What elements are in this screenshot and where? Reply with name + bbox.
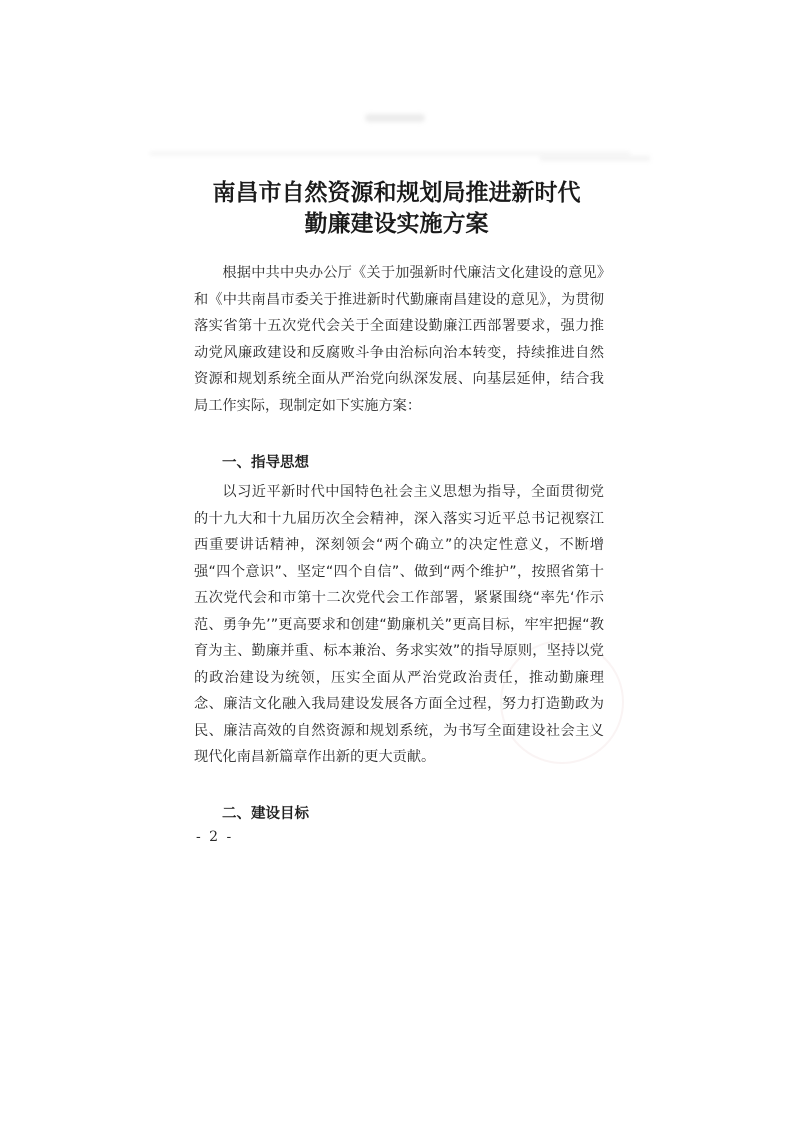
document-title-line-2: 勤廉建设实施方案 (304, 210, 489, 237)
document-title-line-1: 南昌市自然资源和规划局推进新时代 (212, 179, 581, 206)
section-heading-construction-goals: 二、建设目标 (222, 806, 309, 822)
page-number: - 2 - (196, 829, 234, 845)
guiding-ideology-paragraph: 以习近平新时代中国特色社会主义思想为指导，全面贯彻党的十九大和十九届历次全会精神，深入落实习近平总书记视察江西重要讲话精神，深刻领会“两个确立”的决定性意义，不断增强“四个意识”、坚定“四个自信”、做到“两个维护”，按照省第十五次党代会和市第十二次党代会工作部署，紧紧围绕“率先‘作示范、勇争先’”更高要求和创建“勤廉机关”更高目标，牢牢把握“教育为主、勤廉并重、标本兼治、务求实效”的指导原则，坚持以党的政治建设为统领，压实全面从严治党政治责任，推动勤廉理念、廉洁文化融入我局建设发展各方面全过程，努力打造勤政为民、廉洁高效的自然资源和规划系统，为书写全面建设社会主义现代化南昌新篇章作出新的更大贡献。 (194, 484, 604, 765)
intro-paragraph: 根据中共中央办公厅《关于加强新时代廉洁文化建设的意见》和《中共南昌市委关于推进新时代勤廉南昌建设的意见》，为贯彻落实省第十五次党代会关于全面建设勤廉江西部署要求，强力推动党风廉政建设和反腐败斗争由治标向治本转变，持续推进自然资源和规划系统全面从严治党向纵深发展、向基层延伸，结合我局工作实际，现制定如下实施方案： (194, 265, 604, 414)
scan-smudge (365, 114, 425, 122)
scan-smudge (540, 156, 650, 161)
scan-smudge (150, 152, 630, 155)
section-heading-guiding-ideology: 一、指导思想 (222, 455, 309, 471)
